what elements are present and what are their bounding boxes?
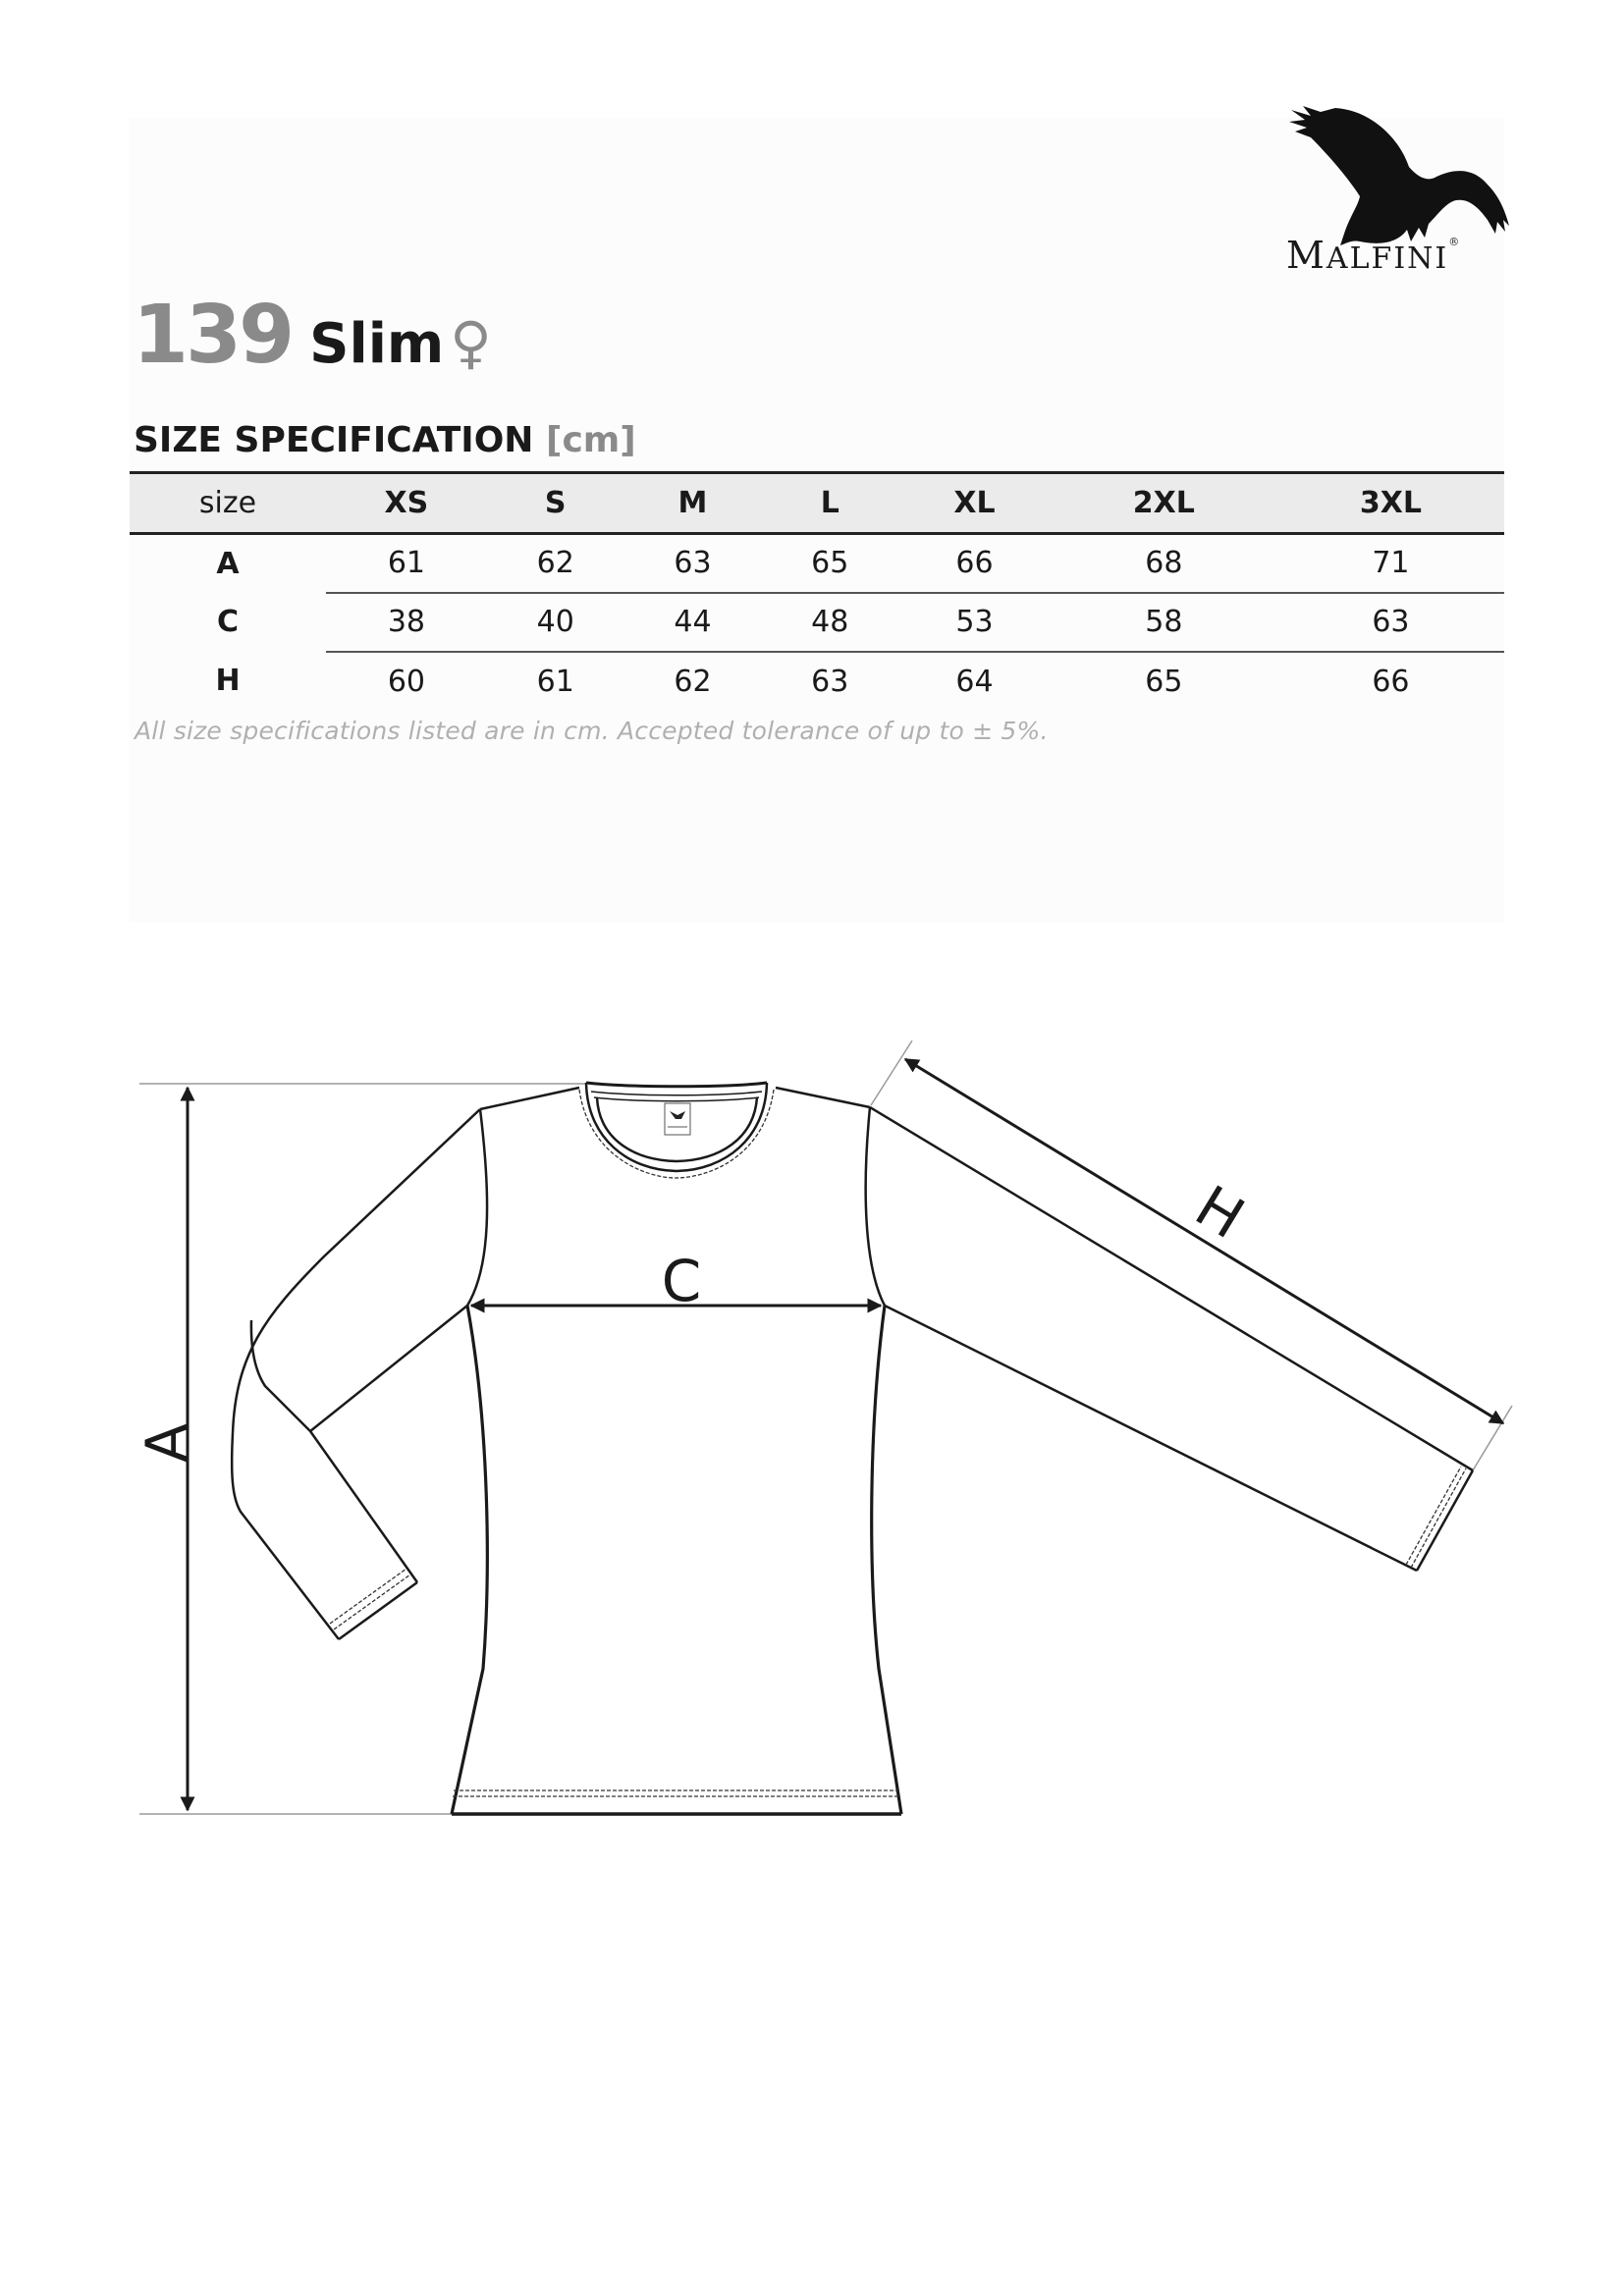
column-header-s: S <box>487 473 624 534</box>
column-header-m: M <box>624 473 762 534</box>
size-spec-unit: [cm] <box>545 420 636 460</box>
stitch-lines <box>330 1090 1466 1796</box>
product-name: Slim <box>309 312 445 376</box>
table-cell: 61 <box>536 664 574 699</box>
table-cell: 68 <box>1051 534 1277 593</box>
dimension-label-c: C <box>661 1248 702 1314</box>
table-cell: 53 <box>898 593 1051 652</box>
product-number: 139 <box>133 289 293 382</box>
dimension-label-h: H <box>1184 1172 1256 1253</box>
table-cell: 61 <box>326 534 487 593</box>
column-header-3xl: 3XL <box>1277 473 1504 534</box>
table-cell: 40 <box>487 593 624 652</box>
row-label: H <box>215 664 241 698</box>
table-cell: 63 <box>1277 593 1504 652</box>
size-spec-title: SIZE SPECIFICATION <box>134 420 534 460</box>
table-cell: 65 <box>1145 664 1183 699</box>
table-cell: 44 <box>624 593 762 652</box>
column-header-l: L <box>761 473 898 534</box>
shirt-outline <box>232 1088 1473 1814</box>
neck-label <box>665 1103 690 1135</box>
table-cell: 63 <box>811 664 849 699</box>
table-cell: 64 <box>955 664 994 699</box>
table-cell: 60 <box>387 664 425 699</box>
table-cell: 62 <box>674 664 712 699</box>
brand-name: ALFINI <box>1326 241 1449 276</box>
table-cell: 71 <box>1277 534 1504 593</box>
table-cell: 63 <box>624 534 762 593</box>
brand-initial: M <box>1286 234 1326 277</box>
table-cell: 66 <box>1372 664 1410 699</box>
table-cell: 65 <box>761 534 898 593</box>
guide-lines <box>139 1041 1512 1814</box>
tolerance-note: All size specifications listed are in cm. Accepted tolerance of up to ± 5%. <box>135 717 1049 745</box>
row-label: A <box>216 546 240 581</box>
table-cell: 62 <box>487 534 624 593</box>
column-header-xs: XS <box>326 473 487 534</box>
dimension-label-a: A <box>134 1423 200 1463</box>
column-header-xl: XL <box>898 473 1051 534</box>
female-symbol-icon: ♀ <box>450 309 492 376</box>
row-label: C <box>216 605 240 639</box>
table-cell: 66 <box>898 534 1051 593</box>
column-header-size: size <box>130 473 326 534</box>
dimension-arrows <box>188 1059 1503 1810</box>
table-cell: 38 <box>326 593 487 652</box>
table-cell: 48 <box>761 593 898 652</box>
registered-mark: ® <box>1448 236 1462 248</box>
table-cell: 58 <box>1051 593 1277 652</box>
column-header-2xl: 2XL <box>1051 473 1277 534</box>
